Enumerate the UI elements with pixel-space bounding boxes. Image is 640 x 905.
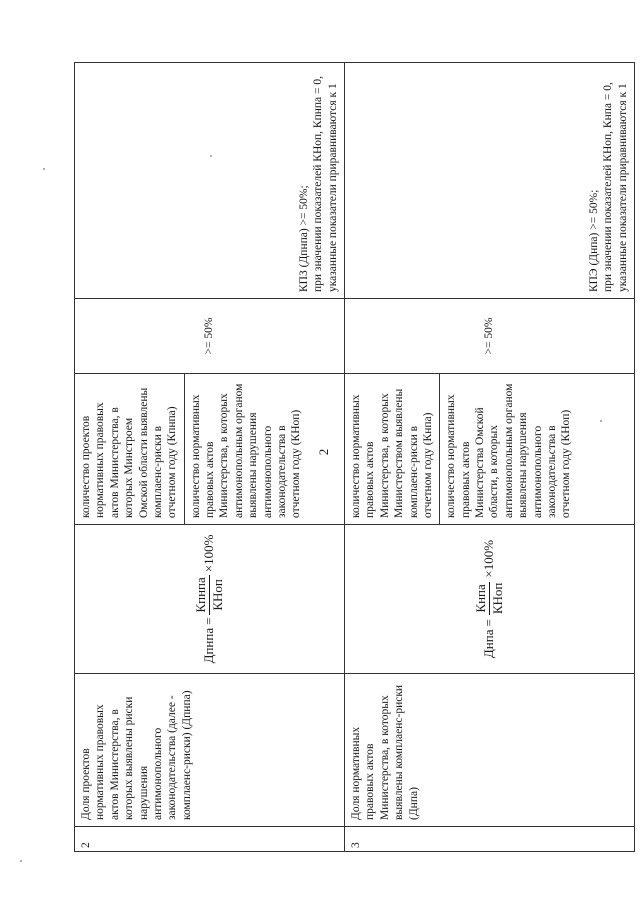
variable-description: количество нормативных правовых актов Министерства Омской области, в которых антимонопольным органом выявлены нарушения антимонопольного законодательства в отчетном году (КНоп) (439, 374, 577, 524)
variable-description: количество нормативных правовых актов Министерства, в которых Министерством выявлены комплаенс-риски в отчетном году (Кнпа) (350, 388, 434, 518)
evaluation-criteria (345, 63, 635, 299)
target-value: >= 50% (75, 299, 345, 374)
row-number: 2 (75, 827, 345, 852)
criteria-line: КПЗ (Дпнпа) >= 50%; (297, 185, 310, 292)
indicator-name: Доля проектов нормативных правовых актов Министерства, в которых выявлены риски нарушения антимонопольного законодательства (далее - комплаенс-риски) (Дпнпа) (75, 674, 345, 827)
scan-speck (20, 860, 22, 862)
row-number: 3 (345, 827, 635, 852)
formula-lhs: Дпнпа (201, 627, 217, 664)
criteria-line: КПЭ (Днпа) >= 50%; (587, 189, 600, 292)
table-row (75, 63, 345, 852)
target-value: >= 50% (345, 299, 635, 374)
criteria-line: при значении показателей КНоп, Кпнпа = 0, указанные показатели приравниваются к 1 (312, 75, 339, 292)
formula-lhs: Днпа (481, 629, 497, 659)
formula-eq: = (481, 619, 497, 627)
formula-numerator: Кпнпа (193, 575, 210, 614)
indicator-name: Доля нормативных правовых актов Министерства, в которых выявлены комплаенс-риски (Днпа) (345, 674, 635, 827)
indicator-formula (75, 525, 345, 674)
formula-numerator: Кнпа (473, 582, 490, 614)
table-row (345, 63, 635, 852)
formula-eq: = (201, 617, 217, 625)
formula-fraction (193, 575, 227, 614)
rotated-table-sheet (74, 62, 634, 852)
variable-description: количество нормативных правовых актов Министерства, в которых антимонопольным органом выявлены нарушения антимонопольного законодательства в отчетном году (КНоп) (184, 374, 308, 524)
scan-speck (43, 168, 45, 170)
formula-denominator: КНоп (490, 582, 505, 615)
formula-multiplier: ×100% (481, 539, 497, 578)
page-number: 2 (316, 448, 331, 456)
formula-denominator: КНоп (210, 579, 225, 611)
formula-multiplier: ×100% (201, 534, 217, 573)
variable-description: количество проектов нормативных правовых актов Министерства, в которых Минстроем Омской области выявлены комплаенс-риски в отчетном году (Кпнпа) (80, 387, 179, 518)
evaluation-criteria (75, 63, 345, 299)
indicators-table (74, 62, 635, 852)
formula-variables (75, 374, 345, 525)
indicator-formula (345, 525, 635, 674)
formula-variables (345, 374, 635, 525)
formula-fraction (473, 581, 507, 617)
criteria-line: при значении показателей КНоп, Кнпа = 0, указанные показатели приравниваются к 1 (602, 82, 629, 292)
